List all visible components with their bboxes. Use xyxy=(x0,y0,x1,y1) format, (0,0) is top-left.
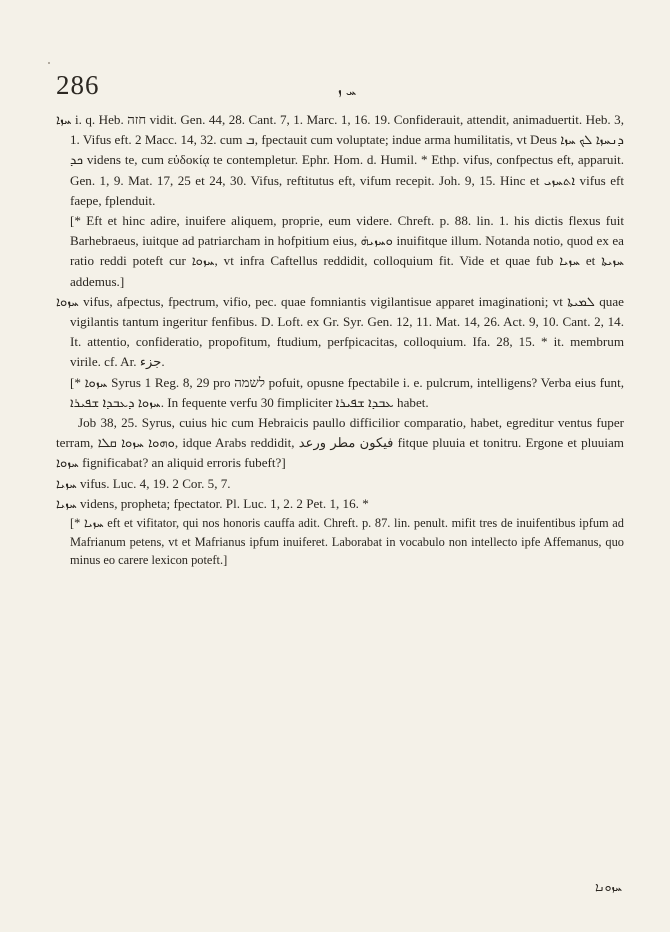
lexicon-entry: ܚܙܝܐ videns, propheta; fpectator. Pl. Luc. 1, 2. 2 Pet. 1, 16. * xyxy=(56,495,369,511)
lexicon-entry: ܚܙܘܐ vifus, afpectus, fpectrum, vifio, pec. quae fomniantis vigilantisue apparet imaginationi; vt ܠܡܝܬܐ quae vigilantis tantum ingeritur fenfibus. D. Loft. ex Gr. Syr. Gen. 12, 11. Mat. 14, 26. Act. 9, 10. Cant. 2, 14. It. attentio, confideratio, propofitum, ftudium, perfpicacitas, colloquium. Ifa. 28, 15. * it. membrum virile. cf. Ar. جزء. xyxy=(56,293,624,370)
lexicon-entry: ܚܙܐ i. q. Heb. חזה vidit. Gen. 44, 28. Cant. 7, 1. Marc. 1, 16. 19. Confiderauit, attendit, animaduertit. Heb. 3, 1. Vifus eft. 2 Macc. 14, 32. cum ܒ, fpectauit cum voluptate; indue arma humilitatis, vt Deus ܕܢܚܙܐ ܠܟ ܚܙܐ ܟܕ videns te, cum εὐδοκίᾳ te contempletur. Ephr. Hom. d. Humil. * Ethp. vifus, confpectus eft, apparuit. Gen. 1, 9. Mat. 17, 25 et 24, 30. Vifus, reftitutus eft, vifum recepit. Joh. 9, 15. Hinc et ܐܬܚܙܝ vifus eft faepe, fplenduit. xyxy=(56,112,625,208)
lexicon-entry: ܚܙܝܐ vifus. Luc. 4, 19. 2 Cor. 5, 7. xyxy=(56,475,231,491)
editor-note: [* Eft et hinc adire, inuifere aliquem, proprie, eum videre. Chreft. p. 88. lin. 1. his dictis flexus fuit Barhebraeus, iuitque ad patriarcham in hofpitium eius, ܘܚܙܝܗ̇ inuifitque illum. Notanda notio, quod ex ea ratio reddi poteft cur ܚܙܘܐ, vt infra Caftellus reddidit, colloquium fit. Vide et quae fub ܚܙܝܐ et ܚܙܝܬܐ addemus.] xyxy=(70,213,624,289)
page-body xyxy=(56,110,624,570)
editor-note: [* ܚܙܝܐ eft et vifitator, qui nos honoris cauffa adit. Chreft. p. 87. lin. penult. mifit tres de inuifentibus ipfum ad Mafrianum petens, vt et Mafrianus ipfum inuiferet. Laborabat in vocabulo non intellecto ipfe Affemanus, quo minus eo carere lexicon poteft.] xyxy=(70,516,624,568)
editor-note: [* ܚܙܘܐ Syrus 1 Reg. 8, 29 pro לשמה pofuit, opusne fpectabile i. e. pulcrum, intelligens? Verba eius funt, ܚܙܘܐ ܕܥܒܕܐ ܫܦܝܪܐ. In fequente verfu 30 fimpliciter ܥܒܕܐ ܫܦܝܪܐ habet. xyxy=(70,374,625,410)
ink-speck xyxy=(48,62,50,64)
running-head: ܚ ܙ xyxy=(338,84,357,99)
note-continuation: Job 38, 25. Syrus, cuius hic cum Hebraicis paullo difficilior comparatio, habet, egreditur ventus fuper terram, ܘܗܘܐ ܚܙܘܐ ܩܠܐ, idque Arabs reddidit, فيكون مطر ورعد fitque pluuia et tonitru. Ergone et pluuiam ܚܙܘܐ fignificabat? an aliquid erroris fubeft?] xyxy=(56,415,624,471)
catchword: ܚܙܘܢܐ xyxy=(595,880,622,894)
page-number: 286 xyxy=(56,70,100,100)
page-header xyxy=(56,70,624,110)
